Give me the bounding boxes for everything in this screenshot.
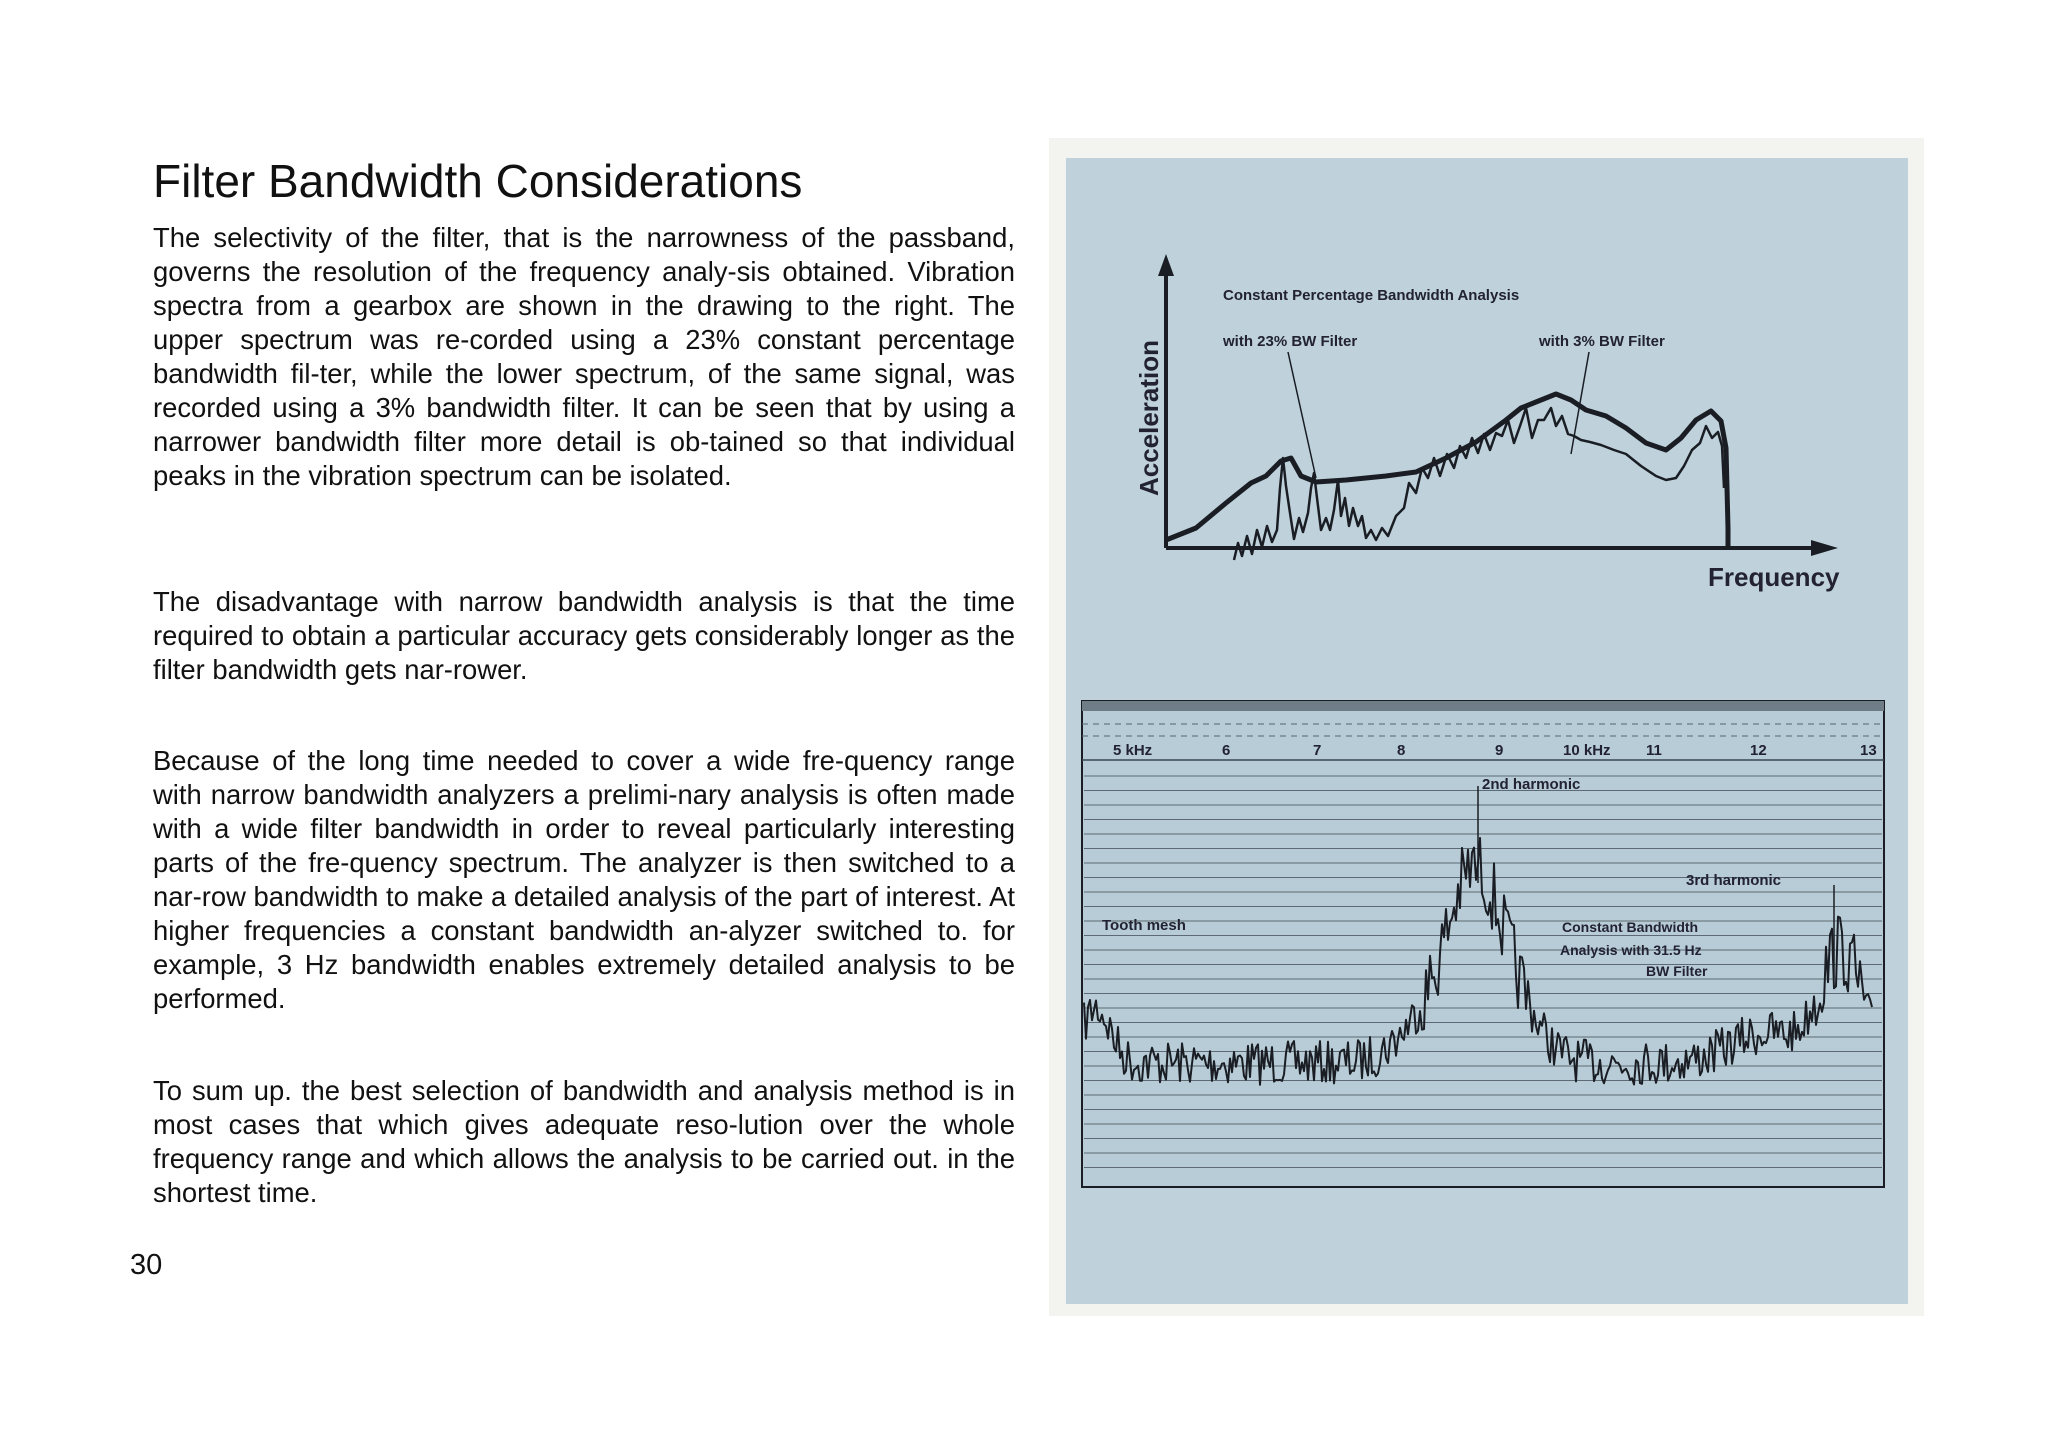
top-chart-title: Constant Percentage Bandwidth Analysis — [1223, 287, 1520, 304]
y-axis-arrow-icon — [1158, 254, 1174, 276]
tick-label-9: 9 — [1495, 742, 1504, 759]
tick-label-8: 8 — [1397, 742, 1406, 759]
spectra-figure — [1049, 138, 1924, 1316]
bottom-spectrum-chart — [1082, 701, 1884, 1187]
figure-panel — [1066, 158, 1908, 1304]
spectrum-3-percent — [1234, 408, 1724, 560]
annotation-3rd-harmonic: 3rd harmonic — [1686, 872, 1782, 889]
annotation-constant-bandwidth-2: Analysis with 31.5 Hz — [1560, 942, 1702, 958]
tick-label-6: 6 — [1222, 742, 1231, 759]
y-axis-label: Acceleration — [1134, 339, 1164, 497]
page-title: Filter Bandwidth Considerations — [153, 155, 803, 207]
paragraph-disadvantage: The disadvantage with narrow bandwidth analysis is that the time required to obtain a particular accuracy gets considerably longer as the filter bandwidth gets nar-rower. — [153, 586, 1015, 685]
tick-label-5khz: 5 kHz — [1113, 742, 1153, 759]
label-23-percent-filter: with 23% BW Filter — [1223, 333, 1358, 350]
tick-label-12: 12 — [1750, 742, 1767, 759]
annotation-constant-bandwidth-1: Constant Bandwidth — [1562, 919, 1699, 935]
spectra-figure-svg — [1066, 158, 1908, 1304]
annotation-tooth-mesh: Tooth mesh — [1102, 917, 1186, 934]
page-number: 30 — [130, 1249, 163, 1281]
spectrum-23-percent — [1166, 394, 1728, 548]
x-axis-arrow-icon — [1811, 540, 1838, 556]
tick-label-10khz: 10 kHz — [1563, 742, 1611, 759]
chart-paper-edge — [1082, 701, 1884, 711]
x-axis-label: Frequency — [1708, 562, 1840, 592]
annotation-2nd-harmonic: 2nd harmonic — [1482, 776, 1581, 793]
label-3-percent-filter: with 3% BW Filter — [1539, 333, 1665, 350]
tick-label-11: 11 — [1646, 742, 1662, 759]
top-spectrum-chart — [1134, 254, 1840, 592]
paragraph-preliminary-analysis: Because of the long time needed to cover a wide fre-quency range with narrow bandwidth analyzers a prelimi-nary analysis is often made with a wide filter bandwidth in order to reveal particularly interesting parts of the fre-quency spectrum. The analyzer is then switched to a nar-row bandwidth to make a detailed analysis of the part of interest. At higher frequencies a constant bandwidth an-alyzer switched to. for example, 3 Hz bandwidth enables extremely detailed analysis to be performed. — [153, 745, 1015, 1014]
tick-label-13: 13 — [1860, 742, 1877, 759]
annotation-constant-bandwidth-3: BW Filter — [1646, 963, 1708, 979]
paragraph-summary: To sum up. the best selection of bandwidth and analysis method is in most cases that which gives adequate reso-lution over the whole frequency range and which allows the analysis to be carried out. in the shortest time. — [153, 1075, 1015, 1208]
tick-label-7: 7 — [1313, 742, 1322, 759]
paragraph-selectivity: The selectivity of the filter, that is the narrowness of the passband, governs the resolution of the frequency analy-sis obtained. Vibration spectra from a gearbox are shown in the drawing to the right. The upper spectrum was re-corded using a 23% constant percentage bandwidth fil-ter, while the lower spectrum, of the same signal, was recorded using a 3% bandwidth filter. It can be seen that by using a narrower bandwidth filter more detail is ob-tained so that individual peaks in the vibration spectrum can be isolated. — [153, 222, 1015, 491]
bottom-chart-frame — [1082, 701, 1884, 1187]
